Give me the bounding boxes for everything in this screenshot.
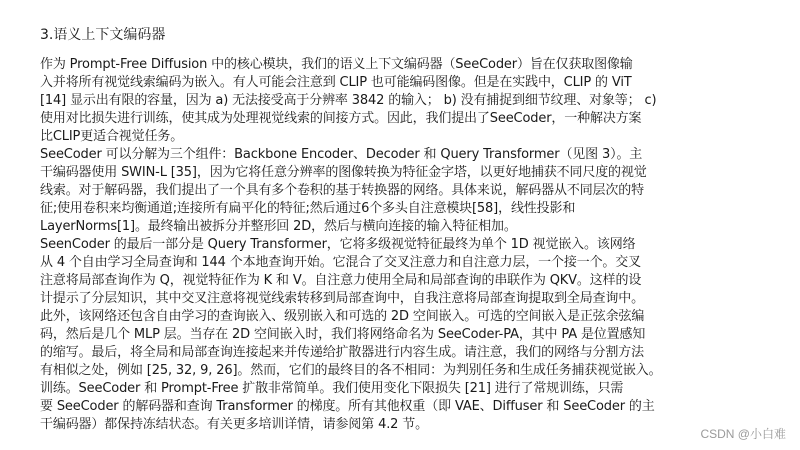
paragraph-line: 注意将局部查询作为 Q，视觉特征作为 K 和 V。自注意力使用全局和局部查询的串联作为 QKV。这样的设 [40, 273, 642, 288]
paragraph-line: 训练。SeeCoder 和 Prompt-Free 扩散非常简单。我们使用变化下限损失 [21] 进行了常规训练，只需 [40, 381, 624, 396]
watermark: CSDN @小白难 [700, 427, 786, 441]
paragraph-line: 征;使用卷积来均衡通道;连接所有扁平化的特征;然后通过6个多头自注意模块[58]，线性投影和 [40, 201, 576, 216]
paragraph-line: 的缩写。最后，将全局和局部查询连接起来并传递给扩散器进行内容生成。请注意，我们的网络与分割方法 [40, 345, 644, 360]
paragraph-line: 从 4 个自由学习全局查询和 144 个本地查询开始。它混合了交叉注意力和自注意力层，一个接一个。交叉 [40, 255, 641, 270]
paragraph-line: 计提示了分层知识，其中交叉注意将视觉线索转移到局部查询中，自我注意将局部查询提取到全局查询中。 [40, 291, 644, 306]
paragraph-line: 码，然后是几个 MLP 层。当存在 2D 空间嵌入时，我们将网络命名为 SeeCoder-PA，其中 PA 是位置感知 [40, 327, 646, 342]
paragraph-line: SeeCoder 可以分解为三个组件：Backbone Encoder、Decoder 和 Query Transformer（见图 3）。主 [40, 147, 643, 162]
paragraph-line: 使用对比损失进行训练，使其成为处理视觉线索的间接方式。因此，我们提出了SeeCoder，一种解决方案 [40, 111, 642, 126]
paragraph-line: 此外，该网络还包含自由学习的查询嵌入、级别嵌入和可选的 2D 空间嵌入。可选的空间嵌入是正弦余弦编 [40, 309, 645, 324]
paragraph-line: 入并将所有视觉线索编码为嵌入。有人可能会注意到 CLIP 也可能编码图像。但是在实践中，CLIP 的 ViT [40, 75, 632, 90]
paragraph-line: [14] 显示出有限的容量，因为 a) 无法接受高于分辨率 3842 的输入； b) 没有捕捉到细节纹理、对象等； c) [40, 93, 657, 108]
paragraph-line: SeenCoder 的最后一部分是 Query Transformer，它将多级视觉特征最终为单个 1D 视觉嵌入。该网络 [40, 237, 636, 252]
paragraph-line: 干编码器）都保持冻结状态。有关更多培训详情，请参阅第 4.2 节。 [40, 417, 428, 432]
paragraph-line: LayerNorms[1]。最终输出被拆分并整形回 2D，然后与横向连接的输入特征相加。 [40, 219, 517, 234]
paragraph-line: 有相似之处，例如 [25, 32, 9, 26]。然而，它们的最终目的各不相同：为判别任务和生成任务捕获视觉嵌入。 [40, 363, 662, 378]
paragraph-line: 要 SeeCoder 的解码器和查询 Transformer 的梯度。所有其他权重（即 VAE、Diffuser 和 SeeCoder 的主 [40, 399, 655, 414]
paragraph-line: 干编码器使用 SWIN-L [35]，因为它将任意分辨率的图像转换为特征金字塔，以更好地捕获不同尺度的视觉 [40, 165, 647, 180]
paragraph-line: 作为 Prompt-Free Diffusion 中的核心模块，我们的语义上下文编码器（SeeCoder）旨在仅获取图像输 [40, 57, 633, 72]
section-heading: 3.语义上下文编码器 [40, 27, 166, 43]
paragraph-line: 线索。对于解码器，我们提出了一个具有多个卷积的基于转换器的网络。具体来说，解码器从不同层次的特 [40, 183, 644, 198]
paragraph-line: 比CLIP更适合视觉任务。 [40, 129, 184, 144]
